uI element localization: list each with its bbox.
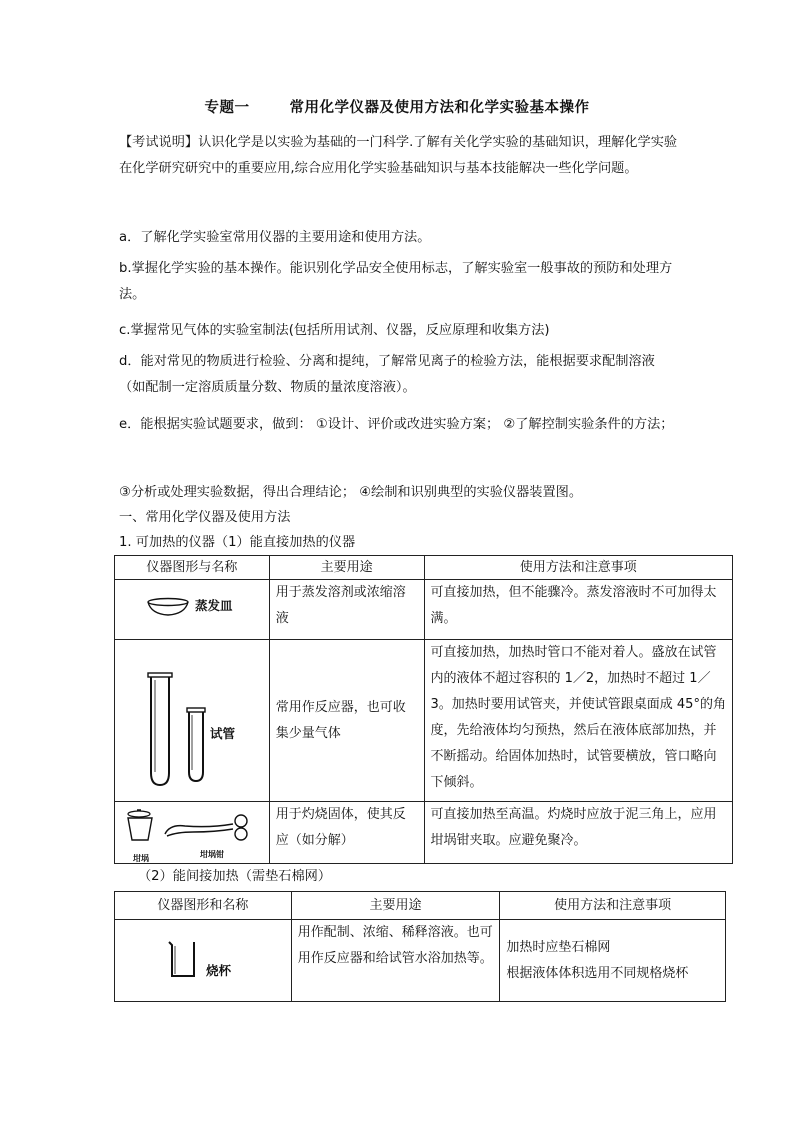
instrument-name: 烧杯 xyxy=(206,963,232,978)
beaker-icon xyxy=(115,920,292,1002)
use-cell: 用于蒸发溶剂或浓缩溶液 xyxy=(269,580,424,640)
header-cell: 使用方法和注意事项 xyxy=(500,892,726,920)
instrument-cell xyxy=(115,920,292,1002)
item-c: c.掌握常见气体的实验室制法(包括所用试剂、仪器，反应原理和收集方法) xyxy=(119,323,550,338)
table-header-row xyxy=(115,556,733,580)
instrument-cell xyxy=(115,580,270,640)
instrument-cell xyxy=(115,802,270,864)
header-cell: 仪器图形和名称 xyxy=(115,892,292,920)
subsection-1: 1. 可加热的仪器（1）能直接加热的仪器 xyxy=(119,535,356,550)
table-row xyxy=(115,802,733,864)
exam-description xyxy=(119,130,679,182)
instrument-cell xyxy=(115,640,270,802)
item-b: b.掌握化学实验的基本操作。能识别化学品安全使用标志，了解实验室一般事故的预防和处理方法。 xyxy=(119,261,673,302)
method-cell: 可直接加热至高温。灼烧时应放于泥三角上，应用坩埚钳夹取。应避免聚冷。 xyxy=(424,802,733,864)
use-cell: 用作配制、浓缩、稀释溶液。也可用作反应器和给试管水浴加热等。 xyxy=(291,920,500,1002)
evaporating-dish-icon xyxy=(115,580,270,640)
use-cell: 常用作反应器，也可收集少量气体 xyxy=(269,640,424,802)
table-row xyxy=(115,580,733,640)
crucible-label: 坩埚 xyxy=(133,854,149,863)
header-cell: 使用方法和注意事项 xyxy=(424,556,733,580)
tongs-label: 坩埚钳 xyxy=(200,850,224,859)
item-a: a．了解化学实验室常用仪器的主要用途和使用方法。 xyxy=(119,230,431,245)
instrument-name: 蒸发皿 xyxy=(195,598,233,613)
title-part1: 专题一 xyxy=(204,100,250,116)
method-line: 根据液体体积选用不同规格烧杯 xyxy=(506,965,689,981)
table-header-row xyxy=(115,892,726,920)
exam-label: 【考试说明】 xyxy=(119,135,199,150)
test-tube-icon xyxy=(115,640,270,802)
method-cell: 可直接加热，但不能骤冷。蒸发溶液时不可加得太满。 xyxy=(424,580,733,640)
title-part2: 常用化学仪器及使用方法和化学实验基本操作 xyxy=(289,100,590,116)
header-cell: 主要用途 xyxy=(291,892,500,920)
table-direct-heating xyxy=(114,555,733,864)
use-cell: 用于灼烧固体，使其反应（如分解） xyxy=(269,802,424,864)
header-cell: 仪器图形与名称 xyxy=(115,556,270,580)
subsection-2: （2）能间接加热（需垫石棉网） xyxy=(138,869,332,884)
table-indirect-heating xyxy=(114,891,726,1002)
section-heading: 一、常用化学仪器及使用方法 xyxy=(119,510,291,525)
page-title xyxy=(0,96,794,117)
method-line: 加热时应垫石棉网 xyxy=(506,939,611,955)
exam-text: 认识化学是以实验为基础的一门科学.了解有关化学实验的基础知识，理解化学实验在化学研究研究中的重要应用,综合应用化学实验基础知识与基本技能解决一些化学问题。 xyxy=(119,135,678,176)
method-cell: 可直接加热，加热时管口不能对着人。盛放在试管内的液体不超过容积的 1／2，加热时不超过 1／3。加热时要用试管夹，并使试管跟桌面成 45°的角度，先给液体均匀预热，然后在液体底部加热，并不断摇动。给固体加热时，试管要横放，管口略向下倾斜。 xyxy=(424,640,733,802)
table-row xyxy=(115,640,733,802)
table-row xyxy=(115,920,726,1002)
header-cell: 主要用途 xyxy=(269,556,424,580)
item-d: d．能对常见的物质进行检验、分离和提纯，了解常见离子的检验方法，能根据要求配制溶液（如配制一定溶质质量分数、物质的量浓度溶液）。 xyxy=(119,354,655,395)
item-e2: ③分析或处理实验数据，得出合理结论； ④绘制和识别典型的实验仪器装置图。 xyxy=(119,485,583,500)
instrument-name: 试管 xyxy=(210,726,236,741)
method-cell xyxy=(500,920,726,1002)
item-e1: e．能根据实验试题要求，做到： ①设计、评价或改进实验方案； ②了解控制实验条件的方法； xyxy=(119,417,674,432)
